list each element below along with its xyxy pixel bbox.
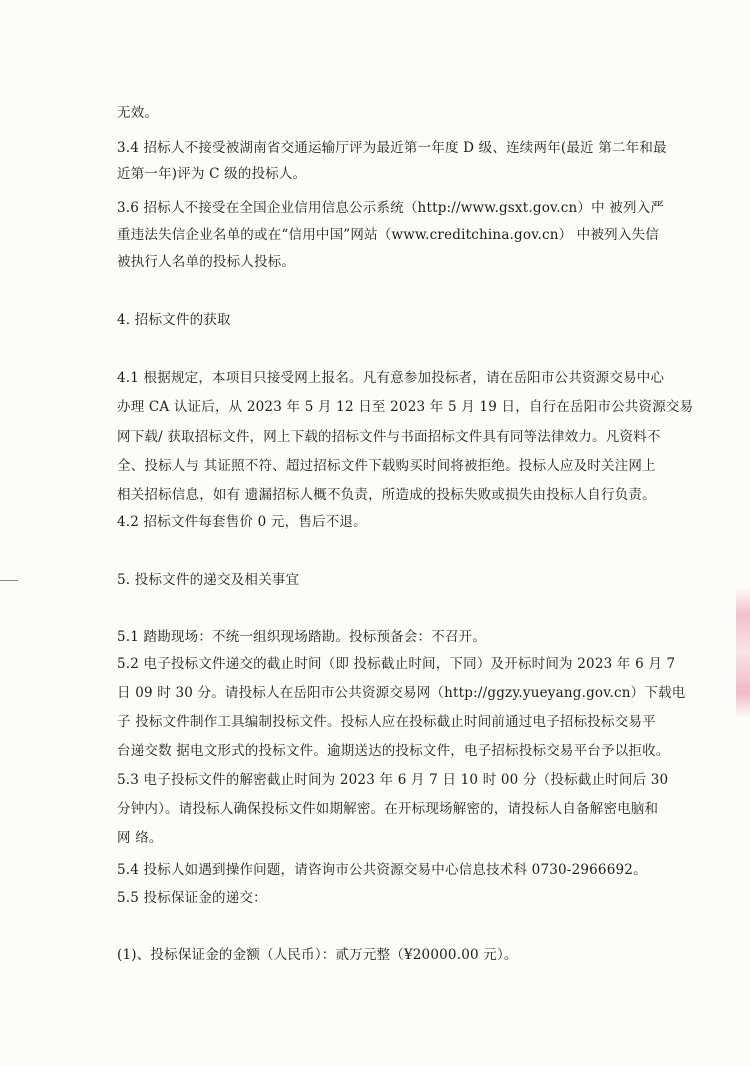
text-line: 重违法失信企业名单的或在“信用中国”网站（www.creditchina.gov.cn） 中被列入失信 <box>117 227 659 243</box>
text-line: 全、投标人与 其证照不符、超过招标文件下载购买时间将被拒绝。投标人应及时关注网上 <box>117 458 656 474</box>
text-line: 被执行人名单的投标人投标。 <box>117 254 296 270</box>
text-line: 分钟内）。请投标人确保投标文件如期解密。在开标现场解密的，请投标人自备解密电脑和 <box>117 801 659 817</box>
text-line: 5.3 电子投标文件的解密截止时间为 2023 年 6 月 7 日 10 时 00 分（投标截止时间后 30 <box>117 772 669 788</box>
text-line: 4.1 根据规定，本项目只接受网上报名。凡有意参加投标者，请在岳阳市公共资源交易中心 <box>117 370 665 386</box>
text-line: 日 09 时 30 分。请投标人在岳阳市公共资源交易网（http://ggzy.yueyang.gov.cn）下载电 <box>117 685 686 701</box>
text-line: 网下载/ 获取招标文件，网上下载的招标文件与书面招标文件具有同等法律效力。凡资料不 <box>117 429 661 445</box>
text-line: 无效。 <box>117 105 159 121</box>
text-line: 办理 CA 认证后，从 2023 年 5 月 12 日至 2023 年 5 月 19 日，自行在岳阳市公共资源交易 <box>117 399 694 415</box>
text-line: 3.6 招标人不接受在全国企业信用信息公示系统（http://www.gsxt.gov.cn）中 被列入严 <box>117 200 665 216</box>
text-line: 3.4 招标人不接受被湖南省交通运输厅评为最近第一年度 D 级、连续两年(最近 第二年和最 <box>117 140 667 156</box>
scan-edge-mark <box>0 580 18 581</box>
text-line: 近第一年)评为 C 级的投标人。 <box>117 166 307 182</box>
section-heading: 4. 招标文件的获取 <box>117 312 231 328</box>
text-line: 相关招标信息，如有 遗漏招标人概不负责，所造成的投标失败或损失由投标人自行负责。 <box>117 487 656 503</box>
text-line: 5.5 投标保证金的递交： <box>117 890 267 906</box>
text-line: 5.4 投标人如遇到操作问题，请咨询市公共资源交易中心信息技术科 0730-2966692。 <box>117 862 647 878</box>
text-line: 5.2 电子投标文件递交的截止时间（即 投标截止时间，下同）及开标时间为 2023 年 6 月 7 <box>117 656 676 672</box>
seal-stamp-edge <box>736 588 750 718</box>
text-line: (1)、投标保证金的金额（人民币）：贰万元整（¥20000.00 元）。 <box>117 947 518 963</box>
section-heading: 5. 投标文件的递交及相关事宜 <box>117 572 300 588</box>
text-line: 5.1 踏勘现场：不统一组织现场踏勘。投标预备会：不召开。 <box>117 629 487 645</box>
text-line: 网 络。 <box>117 830 163 846</box>
text-line: 子 投标文件制作工具编制投标文件。投标人应在投标截止时间前通过电子招标投标交易平 <box>117 714 656 730</box>
text-line: 4.2 招标文件每套售价 0 元，售后不退。 <box>117 514 367 530</box>
text-line: 台递交数 据电文形式的投标文件。逾期送达的投标文件，电子招标投标交易平台予以拒收。 <box>117 743 670 759</box>
